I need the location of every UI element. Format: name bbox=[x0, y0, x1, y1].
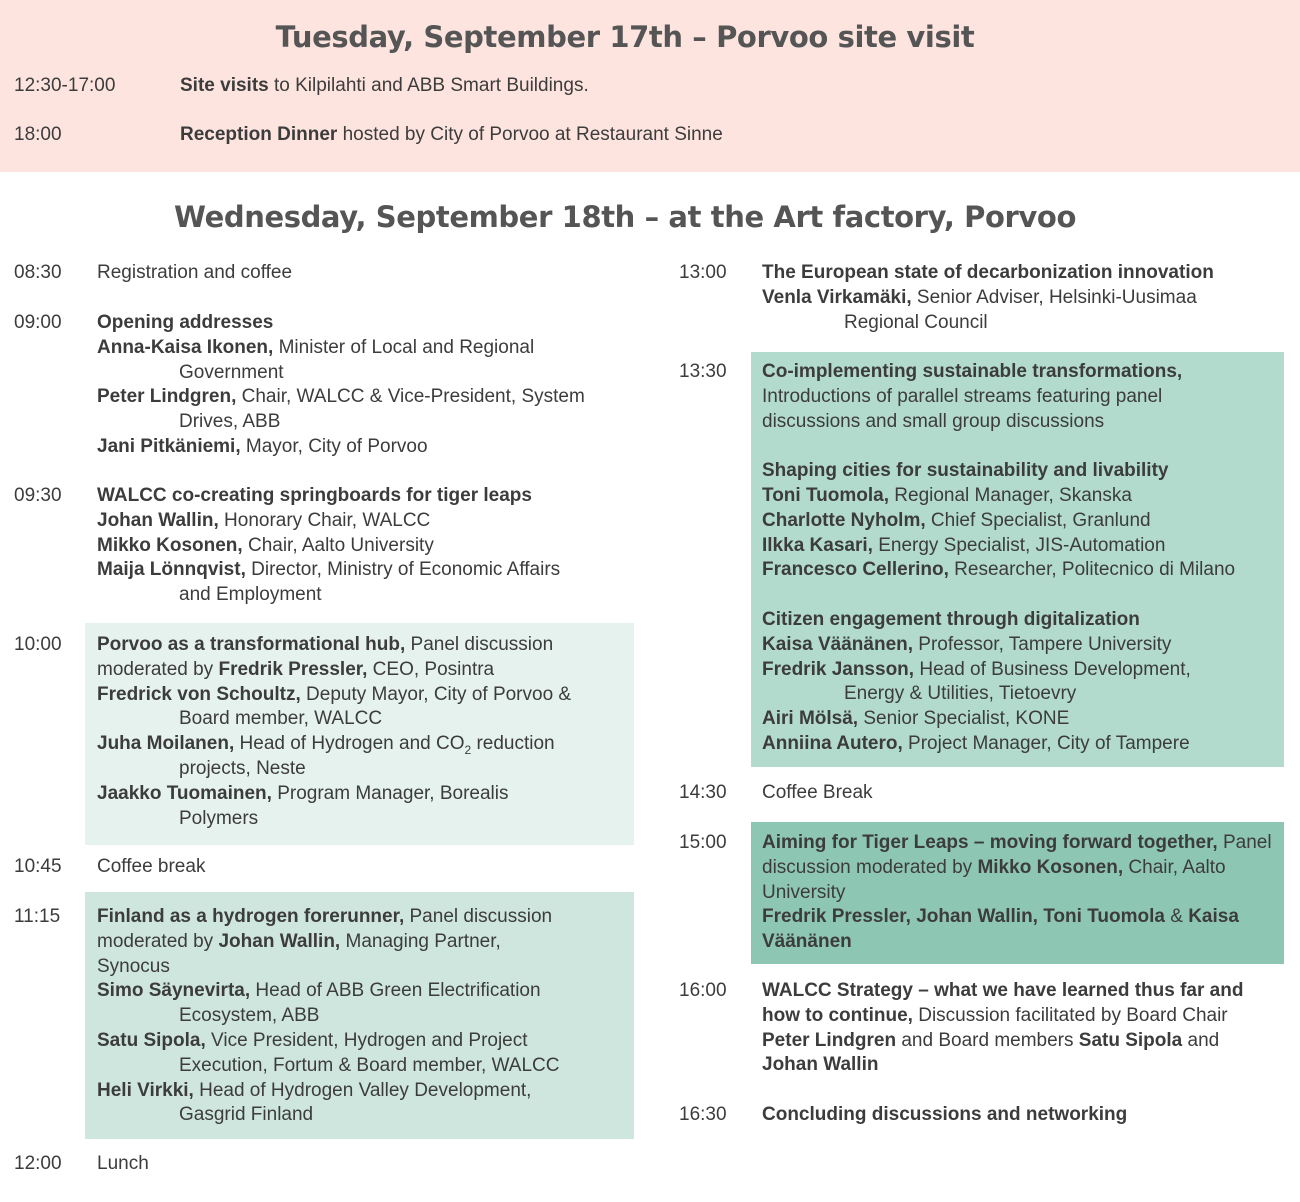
speaker-line bbox=[97, 558, 627, 583]
session-text: Lunch bbox=[97, 1153, 149, 1174]
time-label: 10:45 bbox=[14, 856, 62, 877]
time-label: 18:00 bbox=[14, 124, 62, 145]
session-subtitle: Panel bbox=[1217, 832, 1272, 853]
speaker-line bbox=[97, 782, 627, 807]
speaker-name: Satu Sipola bbox=[1078, 1029, 1183, 1051]
session-heading: Porvoo as a transformational hub, bbox=[97, 634, 406, 655]
moderated-by: moderated by bbox=[97, 930, 219, 952]
event-title: Reception Dinner bbox=[180, 124, 338, 145]
speaker-role-cont: projects, Neste bbox=[179, 757, 306, 779]
speaker-role: Chair, WALCC & Vice-President, System bbox=[236, 386, 585, 408]
speaker-name: Anna-Kaisa Ikonen, bbox=[97, 336, 274, 358]
speaker-name: Johan Wallin bbox=[762, 1054, 879, 1076]
speaker-line bbox=[762, 558, 1277, 583]
speaker-line bbox=[762, 534, 1277, 559]
time-label: 15:00 bbox=[679, 832, 727, 853]
session-heading: WALCC Strategy – what we have learned thus far and bbox=[762, 980, 1244, 1001]
time-label: 09:30 bbox=[14, 485, 62, 506]
speaker-name: Mikko Kosonen, bbox=[97, 534, 243, 556]
speaker-role-cont: Regional Council bbox=[844, 311, 988, 333]
event-text: to Kilpilahti and ABB Smart Buildings. bbox=[268, 75, 589, 96]
speaker-name: Satu Sipola, bbox=[97, 1029, 206, 1051]
speaker-role: Chief Specialist, Granlund bbox=[925, 509, 1151, 531]
session-subtitle: Discussion facilitated by Board Chair bbox=[912, 1004, 1228, 1026]
speaker-role: Project Manager, City of Tampere bbox=[902, 732, 1190, 754]
speaker-line bbox=[97, 1029, 627, 1054]
session-text: Registration and coffee bbox=[97, 262, 293, 283]
connector-text: and Board members bbox=[896, 1029, 1079, 1051]
speaker-role: Energy Specialist, JIS-Automation bbox=[872, 534, 1166, 556]
speaker-line bbox=[762, 509, 1277, 534]
speaker-role-cont: Gasgrid Finland bbox=[179, 1104, 314, 1126]
speaker-line bbox=[97, 979, 627, 1004]
speaker-name: Peter Lindgren, bbox=[97, 386, 237, 408]
speaker-role-cont: Energy & Utilities, Tietoevry bbox=[844, 683, 1077, 705]
speaker-name: Kaisa Väänänen, bbox=[762, 633, 914, 655]
subscript: 2 bbox=[464, 742, 472, 757]
moderated-by: moderated by bbox=[97, 658, 219, 680]
event-title: Site visits bbox=[180, 75, 269, 96]
moderator-role-cont: Synocus bbox=[97, 955, 170, 977]
speaker-role: Head of ABB Green Electrification bbox=[250, 980, 541, 1002]
speaker-role: Senior Adviser, Helsinki-Uusimaa bbox=[911, 286, 1197, 308]
speaker-name: Ilkka Kasari, bbox=[762, 534, 873, 556]
time-label: 16:30 bbox=[679, 1104, 727, 1125]
moderator-name: Fredrik Pressler, bbox=[218, 658, 368, 680]
speaker-name: Juha Moilanen, bbox=[97, 733, 235, 755]
speaker-role-cont: Polymers bbox=[179, 807, 259, 829]
speaker-line bbox=[762, 732, 1277, 757]
session-text: Coffee Break bbox=[762, 782, 873, 803]
session-heading: The European state of decarbonization innovation bbox=[762, 262, 1214, 283]
speaker-line bbox=[97, 336, 627, 361]
speaker-name: Maija Lönnqvist, bbox=[97, 559, 246, 581]
speaker-role: Honorary Chair, WALCC bbox=[218, 509, 431, 531]
time-label: 12:30-17:00 bbox=[14, 75, 116, 96]
session-description: discussions and small group discussions bbox=[762, 410, 1105, 432]
stream-heading: Shaping cities for sustainability and livability bbox=[762, 460, 1169, 482]
speaker-line bbox=[762, 484, 1277, 509]
speaker-name: Heli Virkki, bbox=[97, 1079, 194, 1101]
speaker-line bbox=[762, 633, 1277, 658]
speaker-role: Deputy Mayor, City of Porvoo & bbox=[300, 683, 572, 705]
moderator-role: Managing Partner, bbox=[340, 930, 501, 952]
time-label: 13:30 bbox=[679, 361, 727, 382]
session-description: Introductions of parallel streams featuring panel bbox=[762, 385, 1163, 407]
speaker-role: Mayor, City of Porvoo bbox=[240, 435, 428, 457]
session-subtitle: Panel discussion bbox=[404, 906, 553, 927]
session-heading: WALCC co-creating springboards for tiger leaps bbox=[97, 485, 532, 506]
speaker-line bbox=[97, 683, 627, 708]
speaker-role: Minister of Local and Regional bbox=[273, 336, 535, 358]
speaker-line bbox=[97, 385, 627, 410]
speaker-name: Fredrick von Schoultz, bbox=[97, 683, 301, 705]
speaker-role-cont: Drives, ABB bbox=[179, 411, 281, 433]
speaker-role: Chair, Aalto University bbox=[242, 534, 434, 556]
speaker-role: Senior Specialist, KONE bbox=[858, 708, 1070, 730]
time-label: 08:30 bbox=[14, 262, 62, 283]
speaker-name: Venla Virkamäki, bbox=[762, 286, 912, 308]
moderator-name: Johan Wallin, bbox=[218, 930, 341, 952]
moderator-role-cont: University bbox=[762, 881, 846, 903]
moderator-name: Mikko Kosonen, bbox=[977, 856, 1124, 878]
speaker-role-cont: and Employment bbox=[179, 584, 322, 606]
speaker-name: Toni Tuomola, bbox=[762, 484, 889, 506]
speaker-role: Program Manager, Borealis bbox=[271, 782, 509, 804]
session-heading: Co-implementing sustainable transformations, bbox=[762, 361, 1183, 382]
moderator-role: Chair, Aalto bbox=[1123, 856, 1226, 878]
speaker-role: Researcher, Politecnico di Milano bbox=[948, 559, 1236, 581]
speaker-line bbox=[762, 658, 1277, 683]
connector-text: and bbox=[1182, 1029, 1220, 1051]
speaker-role-cont: Government bbox=[179, 361, 284, 383]
speaker-name: Jani Pitkäniemi, bbox=[97, 435, 241, 457]
speaker-name: Charlotte Nyholm, bbox=[762, 509, 926, 531]
speaker-role: Head of Hydrogen and CO bbox=[234, 733, 465, 755]
ampersand: & bbox=[1164, 906, 1189, 928]
speaker-role-cont: Ecosystem, ABB bbox=[179, 1005, 320, 1027]
speaker-line bbox=[97, 534, 627, 559]
speaker-role: Vice President, Hydrogen and Project bbox=[205, 1029, 528, 1051]
time-label: 11:15 bbox=[14, 906, 61, 927]
session-heading: Concluding discussions and networking bbox=[762, 1104, 1128, 1125]
speaker-line bbox=[97, 732, 627, 757]
speaker-line bbox=[762, 707, 1277, 732]
time-label: 16:00 bbox=[679, 980, 727, 1001]
moderator-role: CEO, Posintra bbox=[367, 658, 495, 680]
time-label: 12:00 bbox=[14, 1153, 62, 1174]
session-heading: Aiming for Tiger Leaps – moving forward together, bbox=[762, 832, 1218, 853]
speaker-name: Anniina Autero, bbox=[762, 732, 903, 754]
speaker-line bbox=[97, 1079, 627, 1104]
speaker-role-cont: Execution, Fortum & Board member, WALCC bbox=[179, 1054, 560, 1076]
session-heading-cont: how to continue, bbox=[762, 1004, 913, 1026]
speaker-role: Regional Manager, Skanska bbox=[889, 484, 1132, 506]
day1-title: Tuesday, September 17th – Porvoo site visit bbox=[275, 20, 975, 54]
speaker-role: Professor, Tampere University bbox=[913, 633, 1172, 655]
time-label: 13:00 bbox=[679, 262, 727, 283]
session-text: Coffee break bbox=[97, 856, 206, 877]
time-label: 09:00 bbox=[14, 312, 62, 333]
speaker-name: Airi Mölsä, bbox=[762, 708, 859, 730]
day1-section bbox=[0, 0, 1300, 172]
time-label: 10:00 bbox=[14, 634, 62, 655]
speaker-line bbox=[97, 509, 627, 534]
speaker-role: Director, Ministry of Economic Affairs bbox=[245, 559, 561, 581]
speaker-role: reduction bbox=[471, 733, 555, 755]
time-label: 14:30 bbox=[679, 782, 727, 803]
speaker-role: Head of Hydrogen Valley Development, bbox=[193, 1079, 532, 1101]
stream-heading: Citizen engagement through digitalization bbox=[762, 608, 1140, 630]
speaker-role: Head of Business Development, bbox=[914, 658, 1191, 680]
panelist-name-cont: Väänänen bbox=[762, 931, 852, 953]
panelists: Fredrik Pressler, Johan Wallin, Toni Tuomola bbox=[762, 906, 1165, 928]
speaker-line bbox=[762, 286, 1277, 311]
speaker-line bbox=[97, 435, 627, 460]
session-heading: Finland as a hydrogen forerunner, bbox=[97, 906, 405, 927]
speaker-name: Fredrik Jansson, bbox=[762, 658, 915, 680]
session-subtitle: Panel discussion bbox=[405, 634, 554, 655]
day2-title: Wednesday, September 18th – at the Art factory, Porvoo bbox=[174, 200, 1076, 234]
speaker-name: Simo Säynevirta, bbox=[97, 980, 251, 1002]
speaker-name: Peter Lindgren bbox=[762, 1029, 897, 1051]
speaker-role-cont: Board member, WALCC bbox=[179, 708, 383, 730]
speaker-name: Francesco Cellerino, bbox=[762, 559, 949, 581]
session-heading: Opening addresses bbox=[97, 312, 274, 333]
event-text: hosted by City of Porvoo at Restaurant Sinne bbox=[337, 124, 723, 145]
moderated-by: discussion moderated by bbox=[762, 856, 978, 878]
panelist-name: Kaisa bbox=[1188, 906, 1239, 928]
speaker-name: Johan Wallin, bbox=[97, 509, 219, 531]
speaker-name: Jaakko Tuomainen, bbox=[97, 782, 272, 804]
